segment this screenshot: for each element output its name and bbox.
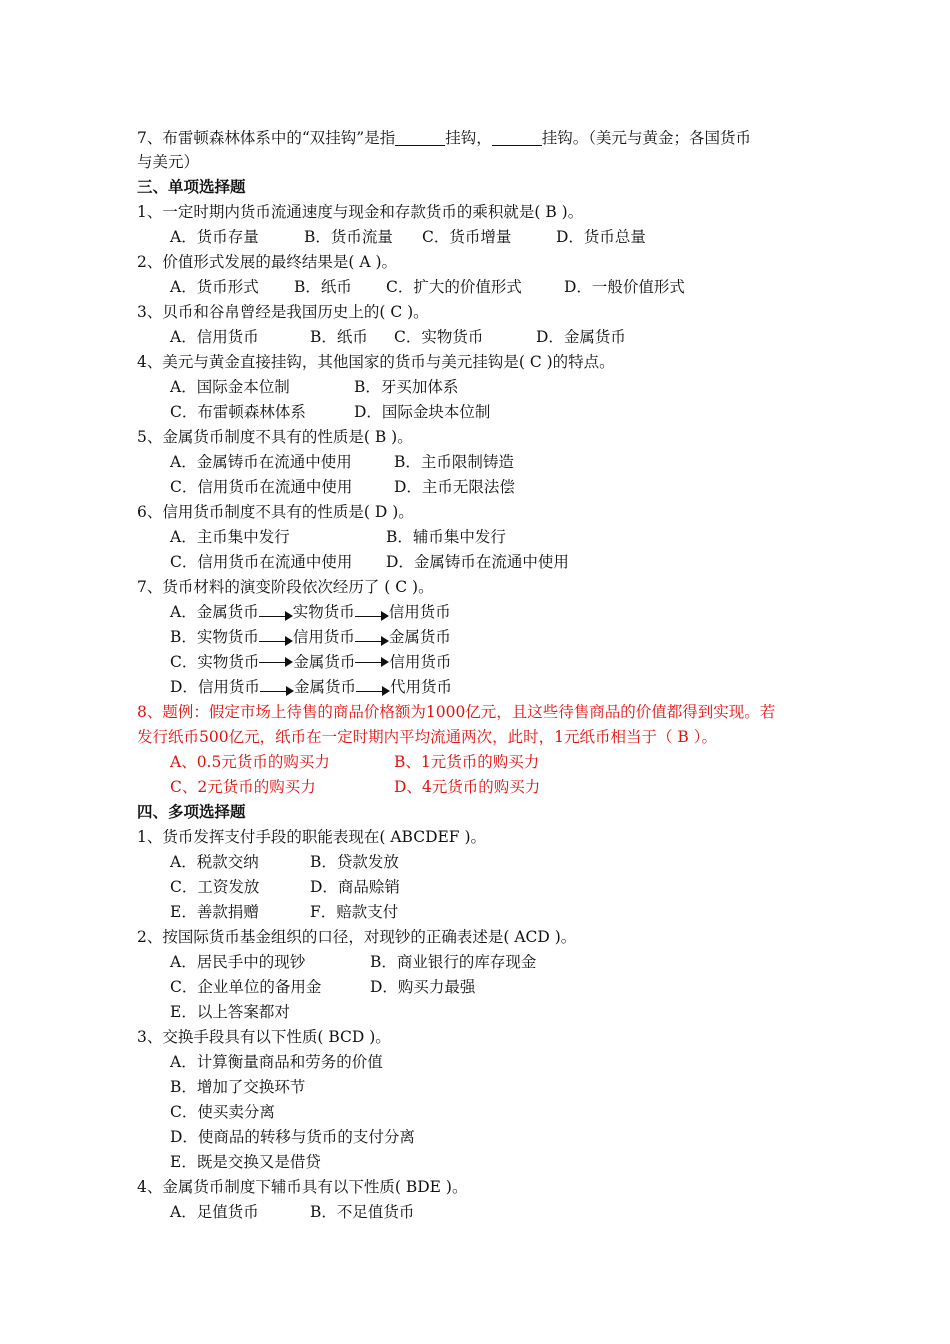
option: A．计算衡量商品和劳务的价值: [170, 1053, 383, 1071]
question-stem: 4、美元与黄金直接挂钩，其他国家的货币与美元挂钩是( C )的特点。: [137, 353, 615, 371]
arrow-right-icon: [259, 655, 293, 669]
arrow-right-icon: [259, 630, 293, 644]
question-stem: 3、交换手段具有以下性质( BCD )。: [137, 1028, 391, 1046]
option: B．商业银行的库存现金: [370, 953, 537, 971]
option: D、4元货币的购买力: [394, 778, 541, 796]
option: B．不足值货币: [310, 1203, 415, 1221]
option: D．一般价值形式: [564, 278, 685, 296]
option: E．善款捐赠: [170, 903, 259, 921]
options-row: [170, 475, 515, 499]
option: F．赔款支付: [310, 903, 399, 921]
options-row: [170, 750, 539, 774]
option: A．金属货币: [170, 603, 259, 621]
question-stem: 1、一定时期内货币流通速度与现金和存款货币的乘积就是( B )。: [137, 203, 584, 221]
arrow-right-icon: [259, 605, 293, 619]
option: 金属货币: [293, 653, 356, 671]
option: A、0.5元货币的购买力: [170, 753, 330, 771]
option: A．金属铸币在流通中使用: [170, 453, 352, 471]
option: B．辅币集中发行: [386, 528, 506, 546]
question-stem: 2、按国际货币基金组织的口径，对现钞的正确表述是( ACD )。: [137, 928, 577, 946]
option: D．商品赊销: [310, 878, 400, 896]
option: B．主币限制铸造: [394, 453, 514, 471]
option: D．金属货币: [536, 328, 626, 346]
option: A．货币存量: [170, 228, 259, 246]
option: C．信用货币在流通中使用: [170, 553, 353, 571]
option: A．国际金本位制: [170, 378, 290, 396]
option: 实物货币: [292, 603, 355, 621]
option: D．信用货币: [170, 678, 260, 696]
fill-question-7: [137, 126, 751, 150]
option: D．使商品的转移与货币的支付分离: [170, 1128, 415, 1146]
options-row: [170, 1200, 414, 1224]
options-row: [170, 450, 514, 474]
question-stem: 2、价值形式发展的最终结果是( A )。: [137, 253, 398, 271]
option: A．货币形式: [170, 278, 259, 296]
options-row: [170, 625, 451, 649]
question-stem: 3、贝币和谷帛曾经是我国历史上的( C )。: [137, 303, 429, 321]
option: B、1元货币的购买力: [394, 753, 540, 771]
options-row: [170, 600, 451, 624]
option: D．主币无限法偿: [394, 478, 515, 496]
option: C．使买卖分离: [170, 1103, 275, 1121]
option: C．工资发放: [170, 878, 260, 896]
option: 信用货币: [389, 653, 452, 671]
option: A．足值货币: [170, 1203, 259, 1221]
option: D．国际金块本位制: [354, 403, 491, 421]
question-stem: 6、信用货币制度不具有的性质是( D )。: [137, 503, 414, 521]
arrow-right-icon: [355, 655, 389, 669]
option: B．纸币: [310, 328, 368, 346]
option: B．牙买加体系: [354, 378, 459, 396]
example-question-stem: 8、题例：假定市场上待售的商品价格额为1000亿元，且这些待售商品的价值都得到实现。若: [137, 703, 776, 721]
options-row: [170, 400, 490, 424]
option: D．货币总量: [556, 228, 646, 246]
section-heading: 四、多项选择题: [137, 803, 246, 821]
options-row: [170, 375, 458, 399]
option: 金属货币: [388, 628, 451, 646]
options-row: [170, 950, 536, 974]
option: B．实物货币: [170, 628, 259, 646]
option: 代用货币: [389, 678, 452, 696]
options-row: [170, 525, 506, 549]
example-question-stem-cont: 发行纸币500亿元，纸币在一定时期内平均流通两次，此时，1元纸币相当于（ B ）。: [137, 728, 717, 746]
arrow-right-icon: [260, 680, 294, 694]
option: C、2元货币的购买力: [170, 778, 316, 796]
option: E．既是交换又是借贷: [170, 1153, 321, 1171]
fill-question-7-cont: 与美元）: [137, 153, 200, 171]
options-row: [170, 900, 398, 924]
options-row: [170, 775, 540, 799]
options-row: [170, 675, 452, 699]
options-row: [170, 275, 685, 299]
options-row: [170, 650, 451, 674]
options-row: [170, 225, 646, 249]
options-row: [170, 875, 400, 899]
option: D．金属铸币在流通中使用: [386, 553, 569, 571]
option: A．主币集中发行: [170, 528, 290, 546]
option: D．购买力最强: [370, 978, 476, 996]
option: C．实物货币: [170, 653, 260, 671]
option: 信用货币: [388, 603, 451, 621]
answer-blank: [395, 129, 445, 146]
option: B．贷款发放: [310, 853, 399, 871]
arrow-right-icon: [355, 605, 389, 619]
option: C．货币增量: [422, 228, 512, 246]
question-stem: 5、金属货币制度不具有的性质是( B )。: [137, 428, 413, 446]
option: A．居民手中的现钞: [170, 953, 306, 971]
answer-blank: [492, 129, 542, 146]
option: C．信用货币在流通中使用: [170, 478, 353, 496]
question-text: 挂钩。（美元与黄金；各国货币: [541, 129, 751, 147]
option: 金属货币: [293, 678, 356, 696]
option: B．货币流量: [304, 228, 393, 246]
option: C．企业单位的备用金: [170, 978, 322, 996]
question-stem: 1、货币发挥支付手段的职能表现在( ABCDEF )。: [137, 828, 487, 846]
question-text: 7、布雷顿森林体系中的“双挂钩”是指: [137, 129, 396, 147]
option: A．信用货币: [170, 328, 259, 346]
section-heading: 三、单项选择题: [137, 178, 246, 196]
options-row: [170, 325, 626, 349]
options-row: [170, 975, 475, 999]
option: C．布雷顿森林体系: [170, 403, 306, 421]
options-row: [170, 850, 399, 874]
option: C．扩大的价值形式: [386, 278, 522, 296]
arrow-right-icon: [356, 680, 390, 694]
question-stem: 7、货币材料的演变阶段依次经历了 ( C )。: [137, 578, 434, 596]
option: C．实物货币: [394, 328, 484, 346]
question-stem: 4、金属货币制度下辅币具有以下性质( BDE )。: [137, 1178, 468, 1196]
question-text: 挂钩，: [445, 129, 492, 147]
arrow-right-icon: [355, 630, 389, 644]
option: B．增加了交换环节: [170, 1078, 306, 1096]
option: E．以上答案都对: [170, 1003, 290, 1021]
option: 信用货币: [292, 628, 355, 646]
options-row: [170, 550, 569, 574]
option: B．纸币: [294, 278, 352, 296]
option: A．税款交纳: [170, 853, 259, 871]
